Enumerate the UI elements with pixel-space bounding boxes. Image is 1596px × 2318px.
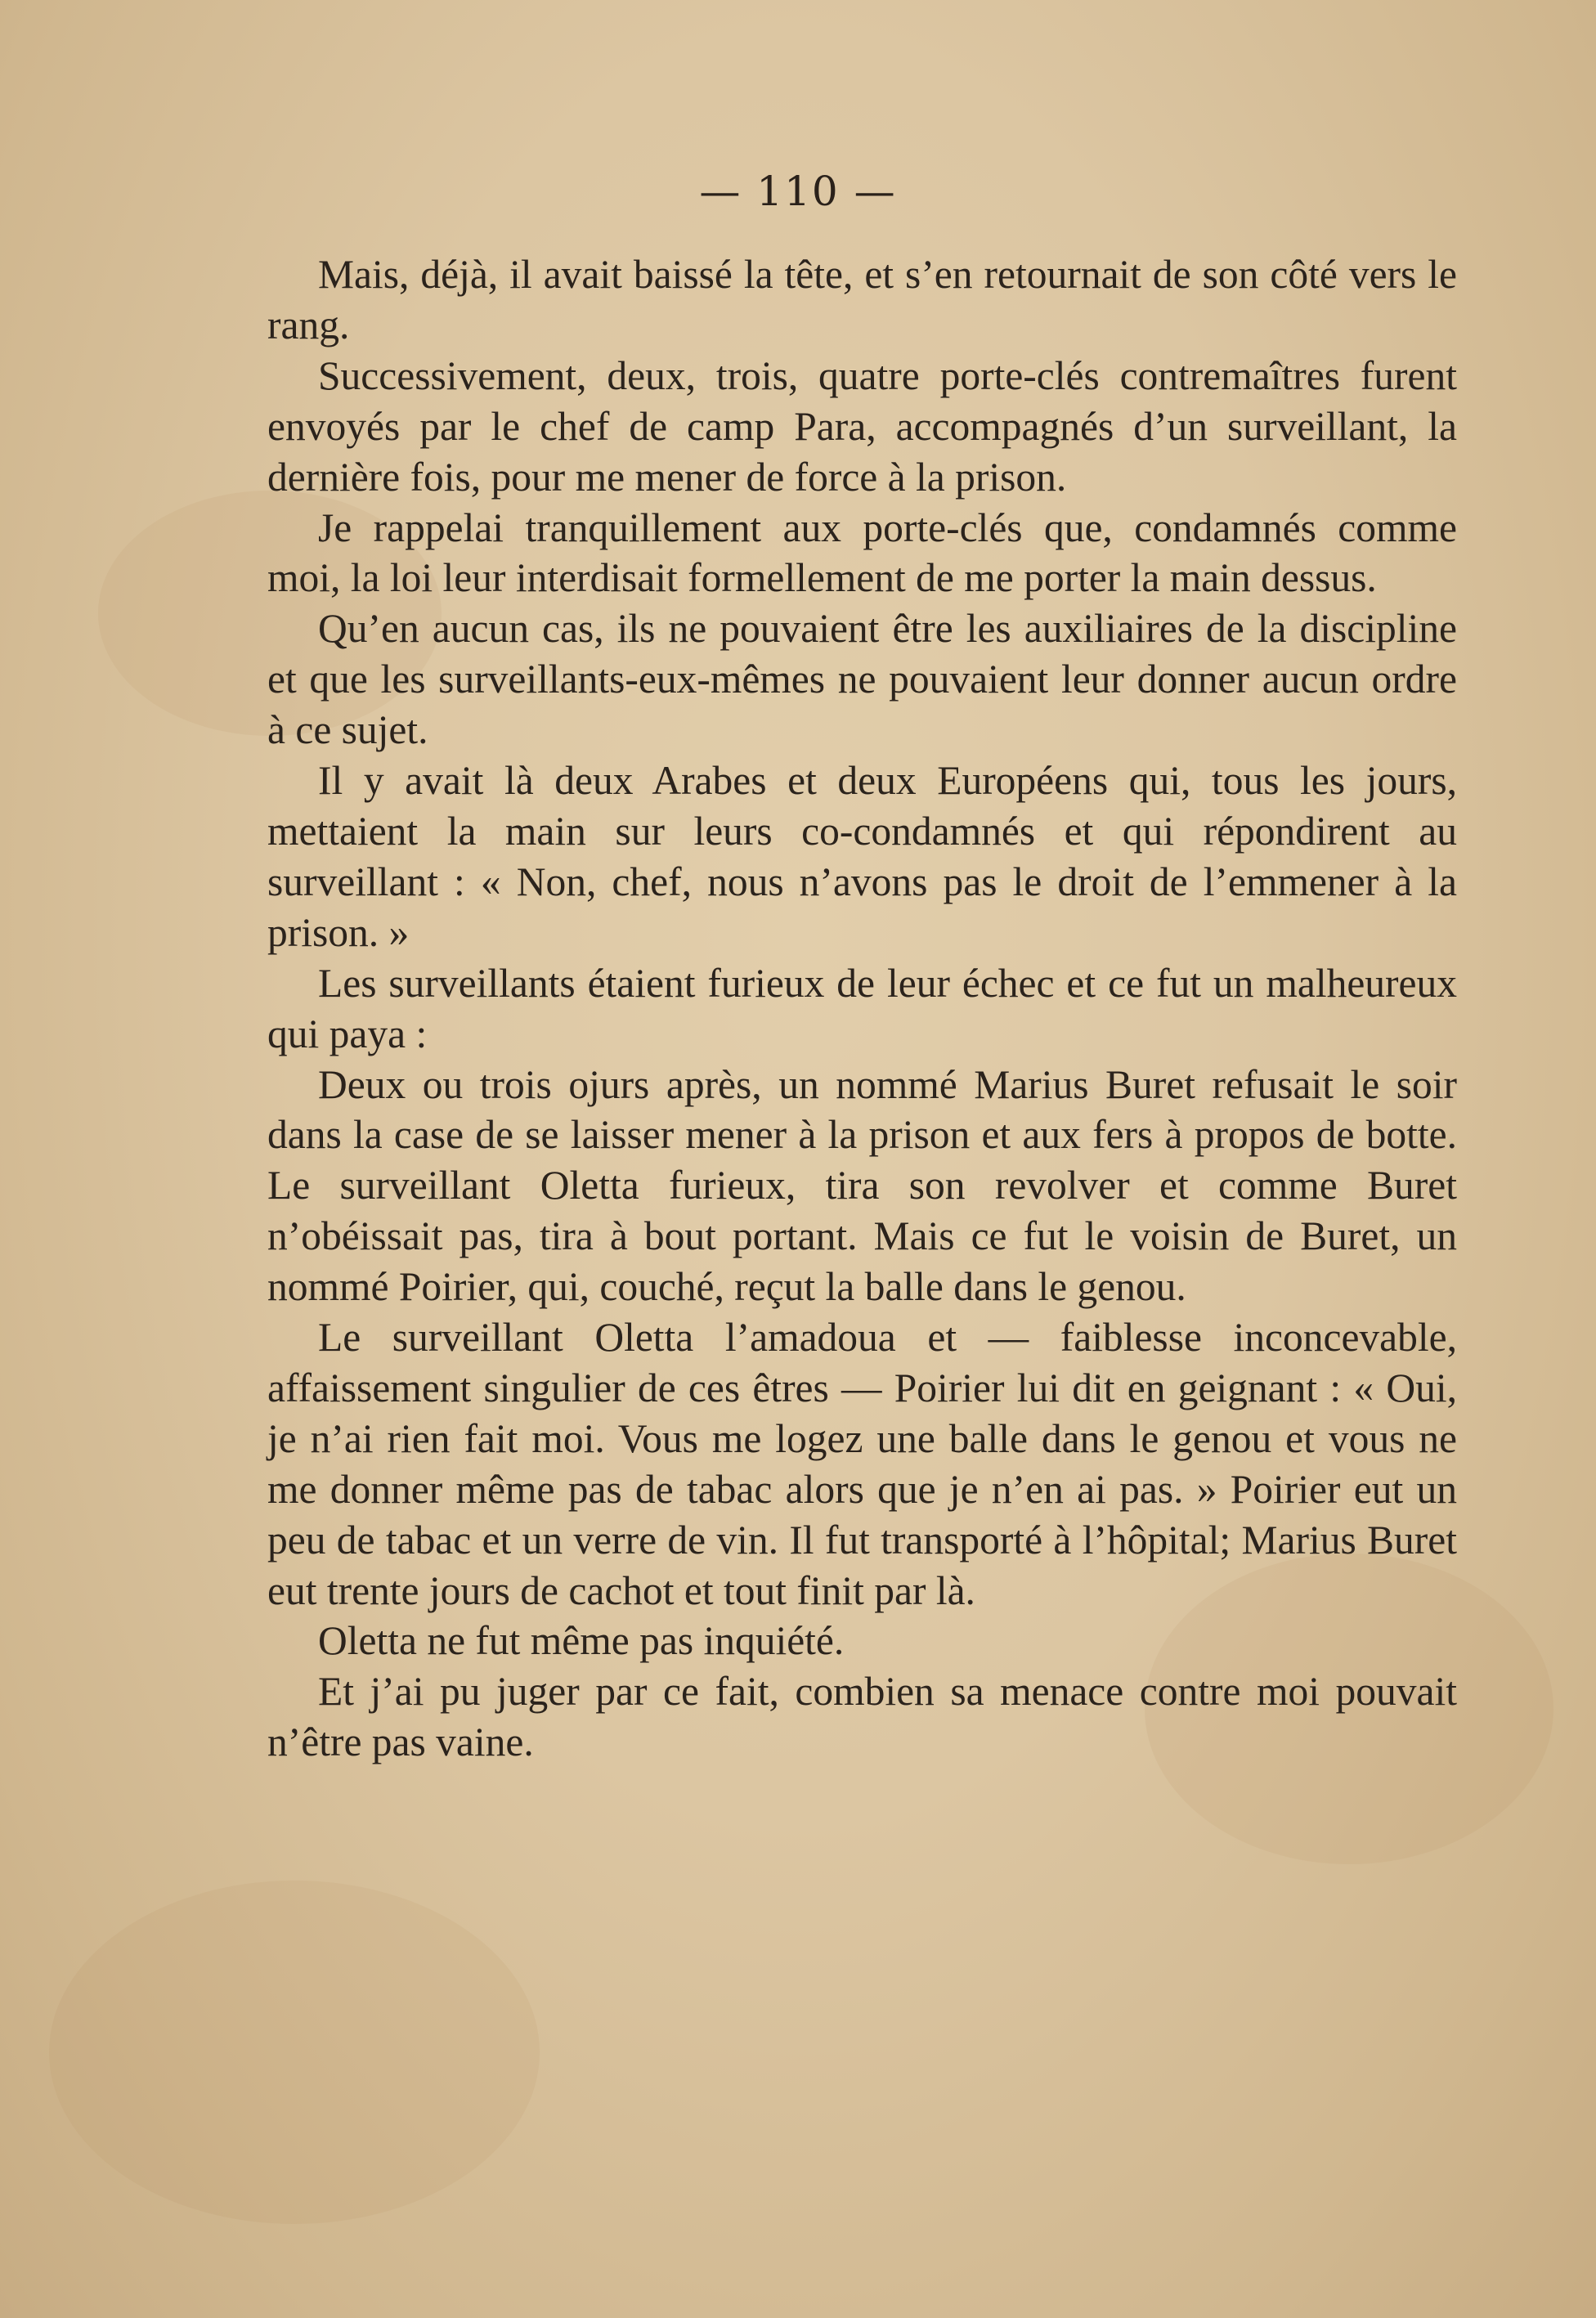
- paragraph: Qu’en aucun cas, ils ne pouvaient être les auxiliaires de la discipline et que les surveillants-eux-mêmes ne pouvaient leur donner aucun ordre à ce sujet.: [267, 606, 1457, 753]
- paragraph: Deux ou trois ojurs après, un nommé Marius Buret refusait le soir dans la case de se laisser mener à la prison et aux fers à propos de botte. Le surveillant Oletta furieux, tira son revolver et comme Buret n’obéissait pas, tira à bout portant. Mais ce fut le voisin de Buret, un nommé Poirier, qui, couché, reçut la balle dans le genou.: [267, 1061, 1457, 1310]
- paragraph: Je rappelai tranquillement aux porte-clés que, condamnés comme moi, la loi leur interdisait formellement de me porter la main dessus.: [267, 504, 1457, 601]
- paragraph: Le surveillant Oletta l’amadoua et — faiblesse inconcevable, affaissement singulier de ces êtres — Poirier lui dit en geignant : « Oui, je n’ai rien fait moi. Vous me logez une balle dans le genou et vous ne me donner même pas de tabac alors que je n’en ai pas. » Poirier eut un peu de tabac et un verre de vin. Il fut transporté à l’hôpital; Marius Buret eut trente jours de cachot et tout finit par là.: [267, 1315, 1457, 1613]
- paragraph: Les surveillants étaient furieux de leur échec et ce fut un malheureux qui paya :: [267, 960, 1457, 1056]
- paragraph: Mais, déjà, il avait baissé la tête, et s’en retournait de son côté vers le rang.: [267, 252, 1457, 347]
- page-number: — 110 —: [699, 168, 897, 215]
- paper-stain: [49, 1881, 540, 2224]
- body-text: [267, 249, 1457, 1768]
- paragraph: Successivement, deux, trois, quatre porte-clés contremaîtres furent envoyés par le chef de camp Para, accompagnés d’un surveillant, la dernière fois, pour me mener de force à la prison.: [267, 352, 1457, 500]
- paragraph: Et j’ai pu juger par ce fait, combien sa menace contre moi pouvait n’être pas vaine.: [267, 1669, 1457, 1765]
- paragraph: Il y avait là deux Arabes et deux Européens qui, tous les jours, mettaient la main sur leurs co-condamnés et qui répondirent au surveillant : « Non, chef, nous n’avons pas le droit de l’emmener à la prison. »: [267, 758, 1457, 955]
- paragraph: Oletta ne fut même pas inquiété.: [318, 1618, 845, 1664]
